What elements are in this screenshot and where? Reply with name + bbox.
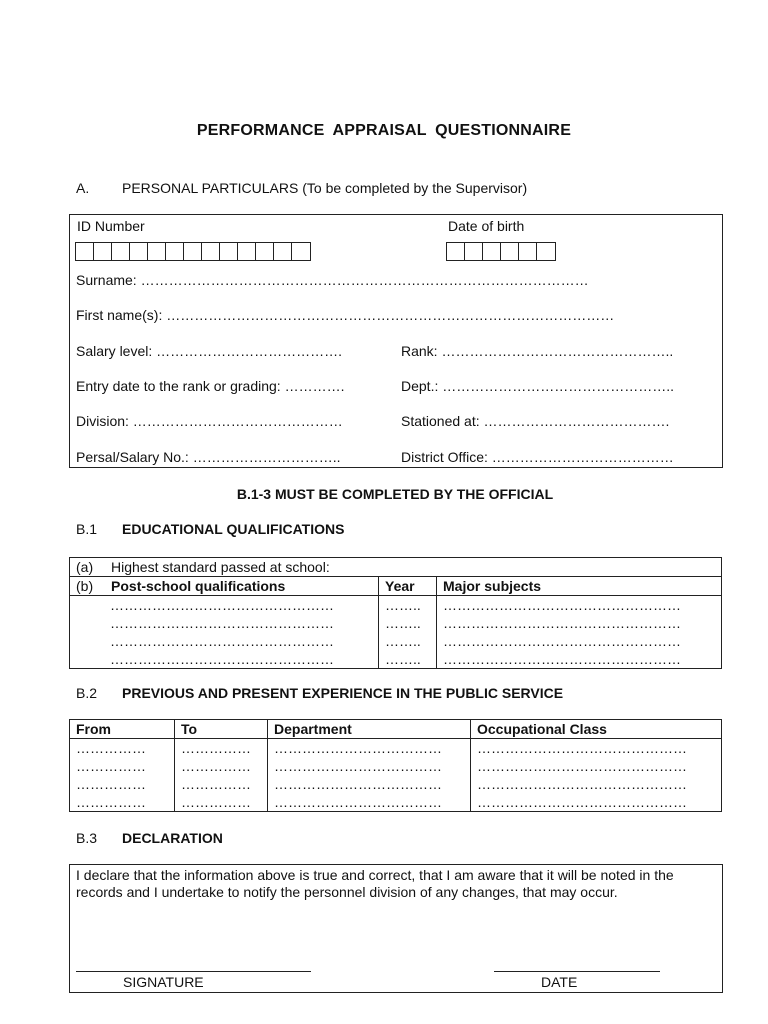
- col-major-subjects: Major subjects: [437, 577, 722, 596]
- dotted-line: ……………………………………………: [443, 651, 681, 667]
- digit-box[interactable]: [166, 243, 184, 260]
- stationed-at-field[interactable]: Stationed at: ………………………………….: [401, 413, 670, 429]
- rank-field[interactable]: Rank: …………………………………………..: [401, 343, 674, 359]
- section-b3-heading: DECLARATION: [122, 830, 223, 846]
- signature-line[interactable]: [76, 971, 311, 972]
- dotted-line: ……………: [76, 758, 146, 774]
- digit-box[interactable]: [537, 243, 555, 260]
- digit-box[interactable]: [447, 243, 465, 260]
- dotted-line: …………………………………………: [110, 651, 334, 667]
- row-a-label: (a): [76, 559, 94, 575]
- digit-box[interactable]: [112, 243, 130, 260]
- digit-box[interactable]: [148, 243, 166, 260]
- section-b1-number: B.1: [76, 521, 98, 537]
- digit-box[interactable]: [76, 243, 94, 260]
- education-table: [69, 557, 722, 669]
- department-cell[interactable]: [268, 739, 471, 812]
- col-to: To: [175, 720, 268, 739]
- digit-box[interactable]: [465, 243, 483, 260]
- official-heading: B.1-3 MUST BE COMPLETED BY THE OFFICIAL: [236, 486, 554, 502]
- col-department: Department: [268, 720, 471, 739]
- dotted-line: ……………: [181, 758, 251, 774]
- highest-standard-label: Highest standard passed at school:: [111, 559, 330, 575]
- from-cell[interactable]: [70, 739, 175, 812]
- district-office-field[interactable]: District Office: …………………………………: [401, 449, 674, 465]
- personal-particulars-box: [69, 214, 723, 468]
- major-subjects-cell[interactable]: [437, 596, 722, 669]
- digit-box[interactable]: [184, 243, 202, 260]
- dotted-line: ………………………………: [274, 776, 442, 792]
- to-cell[interactable]: [175, 739, 268, 812]
- highest-standard-row[interactable]: [70, 558, 722, 577]
- section-a-heading: PERSONAL PARTICULARS (To be completed by the Supervisor): [122, 180, 528, 196]
- dotted-line: ……………: [181, 776, 251, 792]
- digit-box[interactable]: [274, 243, 292, 260]
- section-b1-heading: EDUCATIONAL QUALIFICATIONS: [122, 521, 345, 537]
- dotted-line: ………………………………: [274, 794, 442, 810]
- digit-box[interactable]: [238, 243, 256, 260]
- persal-field[interactable]: Persal/Salary No.: …………………………..: [76, 449, 341, 465]
- dotted-line: ………………………………………: [477, 794, 687, 810]
- dotted-line: ……………: [76, 776, 146, 792]
- dotted-line: ……..: [385, 651, 421, 667]
- page-title: PERFORMANCE APPRAISAL QUESTIONNAIRE: [196, 122, 572, 139]
- dotted-line: ……………: [181, 740, 251, 756]
- dotted-line: ………………………………………: [477, 758, 687, 774]
- declaration-box: [69, 864, 723, 993]
- dotted-line: ……………………………………………: [443, 633, 681, 649]
- id-number-label: ID Number: [77, 218, 145, 234]
- dotted-line: ……..: [385, 633, 421, 649]
- qualifications-header: [70, 577, 379, 596]
- digit-box[interactable]: [292, 243, 310, 260]
- digit-box[interactable]: [220, 243, 238, 260]
- division-field[interactable]: Division: ………………………………………: [76, 413, 343, 429]
- col-occupational-class: Occupational Class: [471, 720, 722, 739]
- occupational-class-cell[interactable]: [471, 739, 722, 812]
- section-b2-heading: PREVIOUS AND PRESENT EXPERIENCE IN THE PUBLIC SERVICE: [122, 685, 564, 701]
- dotted-line: ……………: [76, 740, 146, 756]
- dotted-line: ………………………………………: [477, 740, 687, 756]
- date-label: DATE: [541, 974, 578, 990]
- experience-table: [69, 719, 722, 812]
- declaration-text: I declare that the information above is true and correct, that I am aware that it will be noted in the records and I undertake to notify the personnel division of any changes, that may occur.: [76, 867, 674, 900]
- row-b-label: (b): [76, 578, 94, 594]
- digit-box[interactable]: [94, 243, 112, 260]
- first-names-field[interactable]: First name(s): ……………………………………………………………………………………: [76, 307, 615, 323]
- dotted-line: ……………………………………………: [443, 615, 681, 631]
- digit-box[interactable]: [501, 243, 519, 260]
- section-b2-number: B.2: [76, 685, 98, 701]
- dotted-line: ………………………………: [274, 740, 442, 756]
- dept-field[interactable]: Dept.: …………………………………………..: [401, 378, 675, 394]
- id-number-boxes[interactable]: [75, 242, 311, 261]
- col-qualifications: Post-school qualifications: [111, 578, 286, 594]
- surname-field[interactable]: Surname: ……………………………………………………………………………………: [76, 272, 589, 288]
- date-of-birth-label: Date of birth: [448, 218, 525, 234]
- entry-date-field[interactable]: Entry date to the rank or grading: ………….: [76, 378, 345, 394]
- section-b3-number: B.3: [76, 830, 98, 846]
- section-a-number: A.: [76, 180, 90, 196]
- dotted-line: ……………………………………………: [443, 597, 681, 613]
- date-of-birth-boxes[interactable]: [446, 242, 556, 261]
- qualifications-cell[interactable]: [70, 596, 379, 669]
- digit-box[interactable]: [256, 243, 274, 260]
- dotted-line: ……..: [385, 615, 421, 631]
- col-from: From: [70, 720, 175, 739]
- col-year: Year: [379, 577, 437, 596]
- dotted-line: …………………………………………: [110, 615, 334, 631]
- year-cell[interactable]: [379, 596, 437, 669]
- digit-box[interactable]: [130, 243, 148, 260]
- digit-box[interactable]: [519, 243, 537, 260]
- signature-label: SIGNATURE: [123, 974, 204, 990]
- dotted-line: ………………………………………: [477, 776, 687, 792]
- date-line[interactable]: [494, 971, 660, 972]
- dotted-line: ……………: [181, 794, 251, 810]
- dotted-line: ……..: [385, 597, 421, 613]
- dotted-line: …………………………………………: [110, 597, 334, 613]
- digit-box[interactable]: [202, 243, 220, 260]
- dotted-line: ……………: [76, 794, 146, 810]
- digit-box[interactable]: [483, 243, 501, 260]
- salary-level-field[interactable]: Salary level: ………………………………….: [76, 343, 343, 359]
- dotted-line: ………………………………: [274, 758, 442, 774]
- dotted-line: …………………………………………: [110, 633, 334, 649]
